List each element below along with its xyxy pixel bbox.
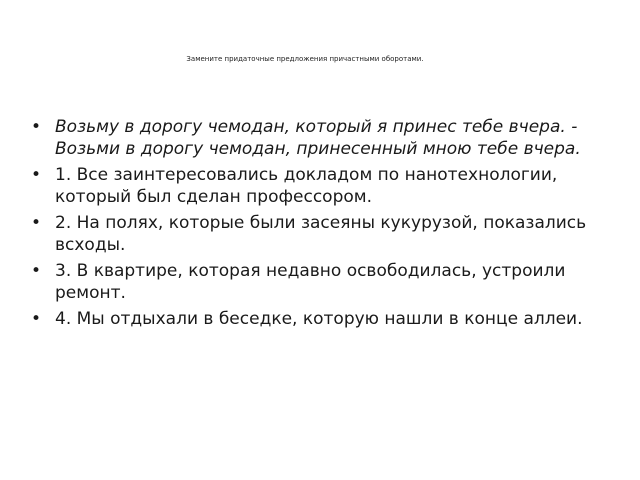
list-item-text: 1. Все заинтересовались докладом по нанотехнологии, который был сделан профессором.: [55, 165, 558, 207]
bullet-list: [31, 116, 611, 334]
bullet-icon: •: [31, 117, 42, 137]
list-item-1: [31, 164, 611, 208]
slide-title: Замените придаточные предложения причастными оборотами.: [186, 55, 424, 63]
list-item-4: [31, 308, 611, 330]
list-item-text: Возьму в дорогу чемодан, который я принес тебе вчера. - Возьми в дорогу чемодан, принесенный мною тебе вчера.: [55, 117, 581, 159]
bullet-icon: •: [31, 213, 42, 233]
list-item-3: [31, 260, 611, 304]
bullet-icon: •: [31, 165, 42, 185]
list-item-text: 4. Мы отдыхали в беседке, которую нашли в конце аллеи.: [55, 309, 583, 329]
list-item-example: [31, 116, 611, 160]
list-item-text: 2. На полях, которые были засеяны кукурузой, показались всходы.: [55, 213, 587, 255]
bullet-icon: •: [31, 261, 42, 281]
list-item-text: 3. В квартире, которая недавно освободилась, устроили ремонт.: [55, 261, 566, 303]
list-item-2: [31, 212, 611, 256]
bullet-icon: •: [31, 309, 42, 329]
